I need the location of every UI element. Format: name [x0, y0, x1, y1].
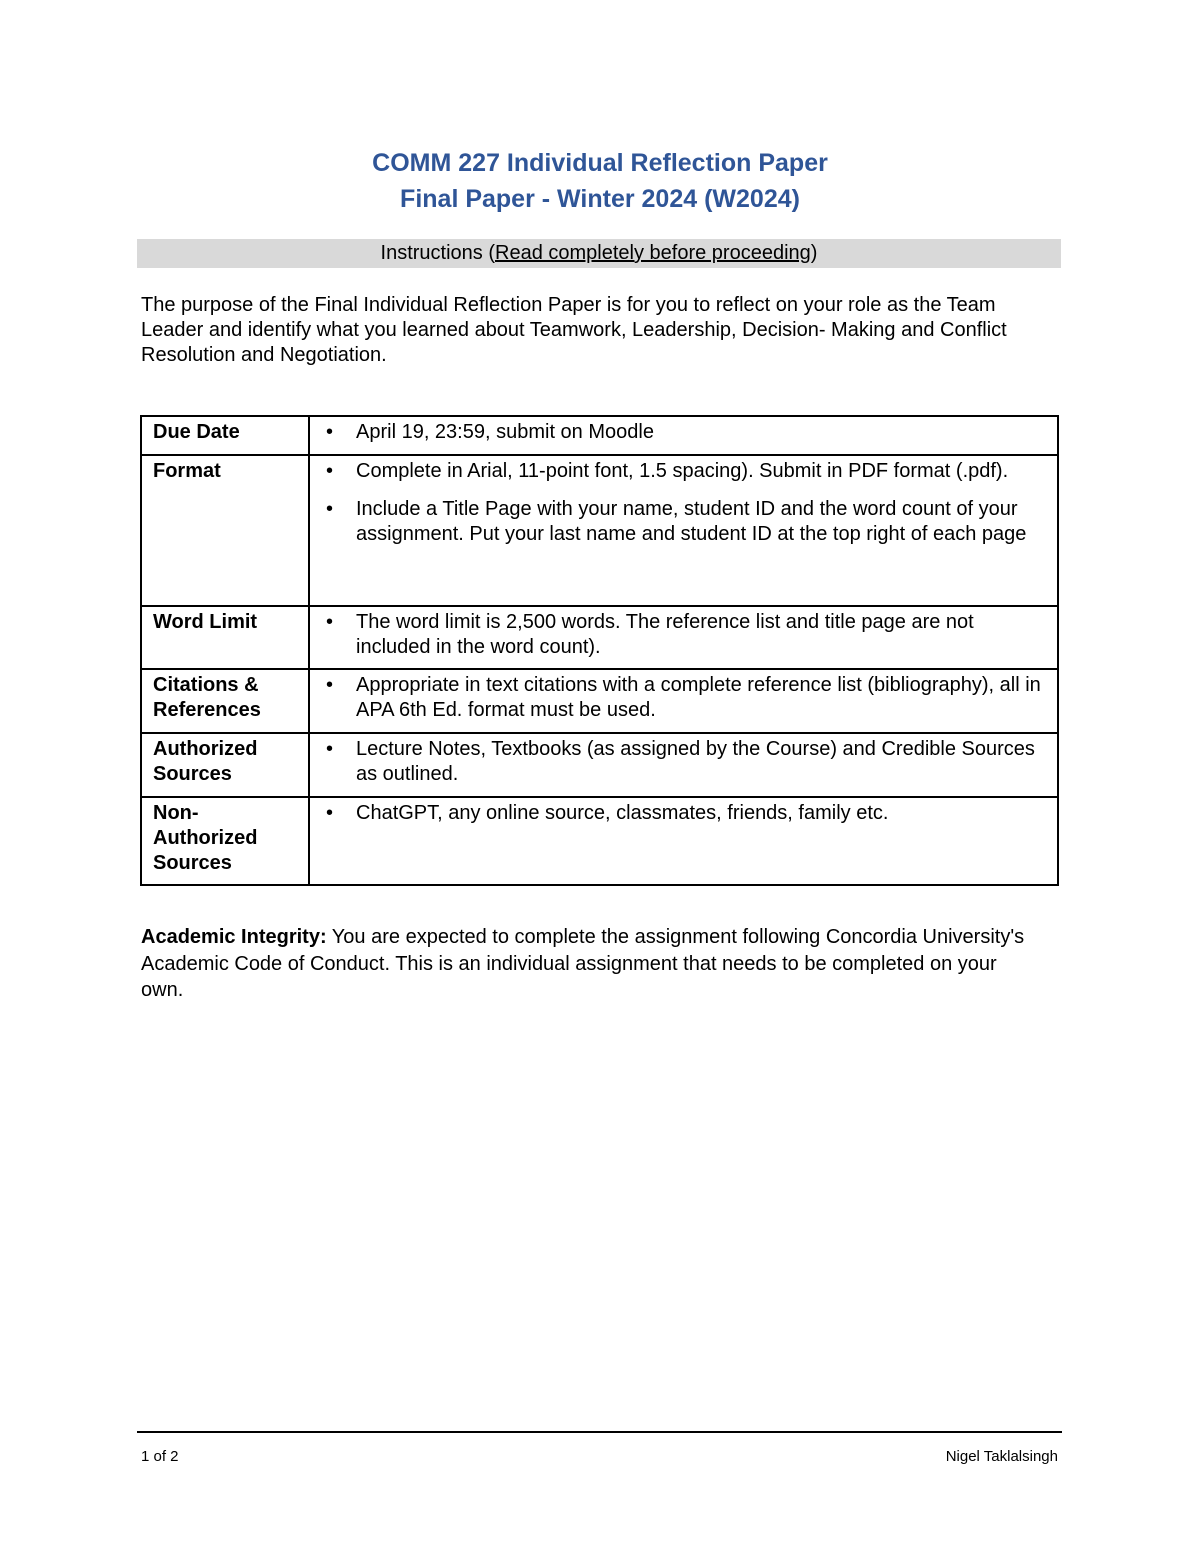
document-subtitle: Final Paper - Winter 2024 (W2024) [400, 185, 800, 213]
table-row [141, 669, 1058, 733]
row-label: Non-Authorized Sources [141, 797, 309, 885]
document-title: COMM 227 Individual Reflection Paper [372, 149, 828, 177]
instructions-suffix: ) [810, 242, 818, 264]
academic-integrity-paragraph [141, 924, 1041, 1004]
bullet-item [320, 610, 1047, 660]
row-label: Format [141, 455, 309, 606]
footer-author: Nigel Taklalsingh [945, 1448, 1058, 1465]
table-row [141, 797, 1058, 885]
bullet-text: Include a Title Page with your name, student ID and the word count of your assignment. Put your last name and student ID at the top right of each page [356, 498, 1027, 545]
table-row [141, 606, 1058, 669]
bullet-dot-icon: • [326, 498, 334, 520]
footer-divider [137, 1431, 1062, 1433]
row-value [309, 797, 1058, 885]
bullet-text: Complete in Arial, 11-point font, 1.5 spacing). Submit in PDF format (.pdf). [356, 460, 1009, 482]
bullet-text: Lecture Notes, Textbooks (as assigned by the Course) and Credible Sources as outlined. [356, 738, 1035, 785]
row-label: Due Date [141, 416, 309, 455]
row-value [309, 416, 1058, 455]
bullet-dot-icon: • [326, 421, 334, 443]
bullet-dot-icon: • [326, 674, 334, 696]
bullet-dot-icon: • [326, 738, 334, 760]
instructions-prefix: Instructions ( [380, 242, 496, 264]
bullet-text: ChatGPT, any online source, classmates, friends, family etc. [356, 802, 889, 824]
bullet-text: April 19, 23:59, submit on Moodle [356, 421, 654, 443]
table-row [141, 733, 1058, 797]
bullet-item [320, 420, 1047, 445]
bullet-item [320, 497, 1047, 547]
bullet-text: Appropriate in text citations with a complete reference list (bibliography), all in APA 6th Ed. format must be used. [356, 674, 1041, 721]
bullet-item [320, 737, 1047, 787]
bullet-dot-icon: • [326, 802, 334, 824]
table-row [141, 455, 1058, 606]
intro-paragraph: The purpose of the Final Individual Reflection Paper is for you to reflect on your role as the Team Leader and identify what you learned about Teamwork, Leadership, Decision- Making and Conflict Resolution and Negotiation. [141, 294, 1007, 366]
bullet-item [320, 459, 1047, 484]
bullet-item [320, 673, 1047, 723]
academic-integrity-label: Academic Integrity: [141, 926, 327, 948]
bullet-item [320, 801, 1047, 826]
row-label: Citations & References [141, 669, 309, 733]
instructions-underlined: Read completely before proceeding [495, 242, 811, 264]
row-label: Word Limit [141, 606, 309, 669]
bullet-text: The word limit is 2,500 words. The reference list and title page are not included in the word count). [356, 611, 974, 658]
row-value [309, 669, 1058, 733]
bullet-dot-icon: • [326, 460, 334, 482]
table-row [141, 416, 1058, 455]
bullet-dot-icon: • [326, 611, 334, 633]
row-label: Authorized Sources [141, 733, 309, 797]
instructions-banner [137, 239, 1061, 268]
row-value [309, 455, 1058, 606]
page-number: 1 of 2 [141, 1448, 179, 1465]
row-value [309, 606, 1058, 669]
row-value [309, 733, 1058, 797]
academic-integrity-text: You are expected to complete the assignment following Concordia University's Academic Code of Conduct. This is an individual assignment that needs to be completed on your own. [141, 926, 1025, 1001]
requirements-table [140, 415, 1059, 886]
